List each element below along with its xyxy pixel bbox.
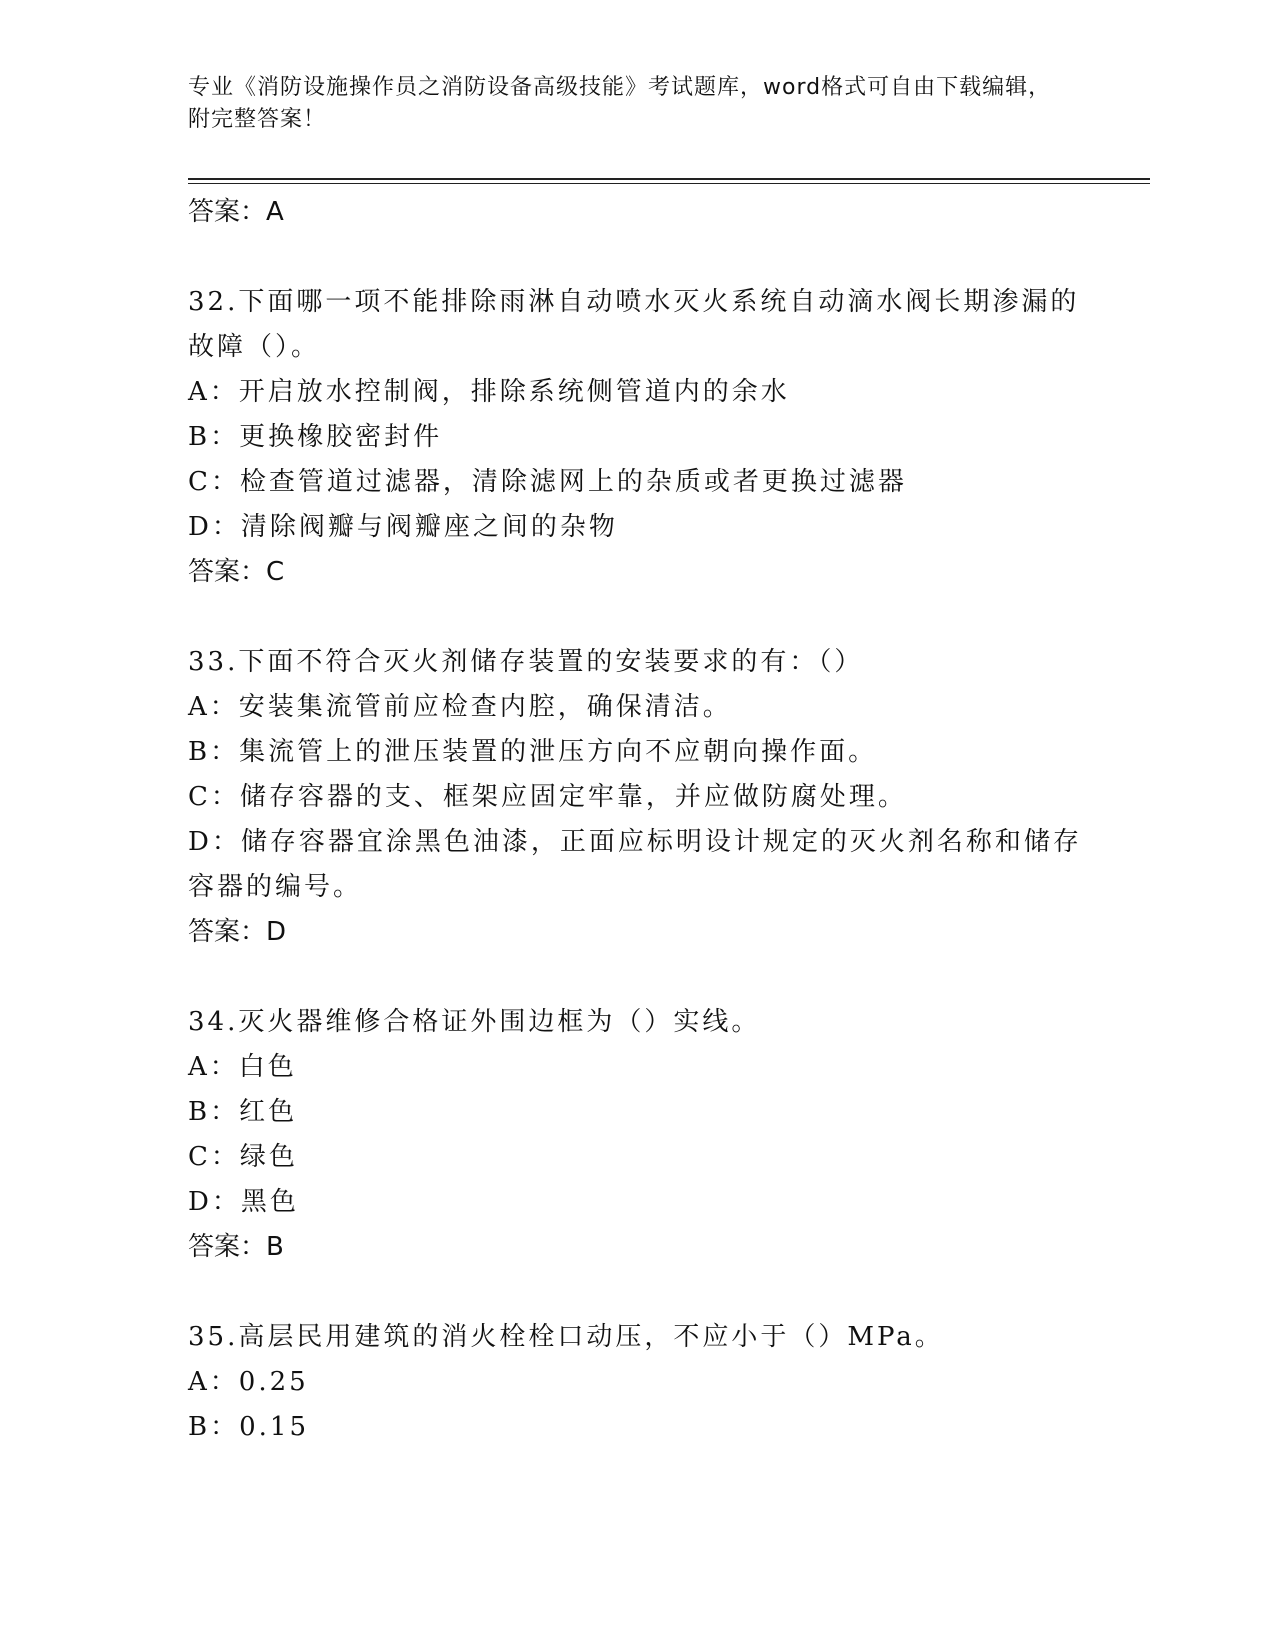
option-c: C：绿色	[188, 1142, 298, 1172]
header-divider	[188, 178, 1150, 180]
option-a: A：开启放水控制阀，排除系统侧管道内的余水	[188, 377, 790, 407]
option-d: D：清除阀瓣与阀瓣座之间的杂物	[188, 512, 618, 542]
option-a: A：白色	[188, 1052, 297, 1082]
question-stem: 34.灭火器维修合格证外围边框为（）实线。	[188, 1007, 761, 1037]
option-b: B：集流管上的泄压装置的泄压方向不应朝向操作面。	[188, 737, 878, 767]
option-a: A：0.25	[188, 1367, 309, 1397]
answer-previous: 答案：A	[188, 197, 284, 227]
answer: 答案：D	[188, 917, 287, 947]
question-32	[188, 280, 1078, 594]
option-b: B：红色	[188, 1097, 298, 1127]
question-stem: 故障（）。	[188, 332, 321, 362]
header-text: 专业《消防设施操作员之消防设备高级技能》考试题库，word格式可自由下载编辑，附完整答案！	[188, 75, 1052, 132]
question-stem: 35.高层民用建筑的消火栓栓口动压，不应小于（）MPa。	[188, 1322, 944, 1352]
answer: 答案：B	[188, 1232, 284, 1262]
answer: 答案：C	[188, 557, 285, 587]
option-b: B：更换橡胶密封件	[188, 422, 443, 452]
option-c: C：检查管道过滤器，清除滤网上的杂质或者更换过滤器	[188, 467, 907, 497]
question-33	[188, 640, 1082, 954]
option-d: D：储存容器宜涂黑色油漆，正面应标明设计规定的灭火剂名称和储存	[188, 827, 1082, 857]
option-c: C：储存容器的支、框架应固定牢靠，并应做防腐处理。	[188, 782, 907, 812]
question-list	[188, 190, 1082, 1450]
header-divider-thin	[188, 183, 1150, 184]
option-a: A：安装集流管前应检查内腔，确保清洁。	[188, 692, 732, 722]
question-stem: 33.下面不符合灭火剂储存装置的安装要求的有：（）	[188, 647, 864, 677]
option-b: B：0.15	[188, 1412, 309, 1442]
question-35	[188, 1315, 1078, 1450]
question-34	[188, 1000, 1078, 1269]
option-d-continued: 容器的编号。	[188, 872, 363, 902]
page-header	[188, 72, 1068, 136]
option-d: D：黑色	[188, 1187, 299, 1217]
question-stem: 32.下面哪一项不能排除雨淋自动喷水灭火系统自动滴水阀长期渗漏的	[188, 287, 1080, 317]
